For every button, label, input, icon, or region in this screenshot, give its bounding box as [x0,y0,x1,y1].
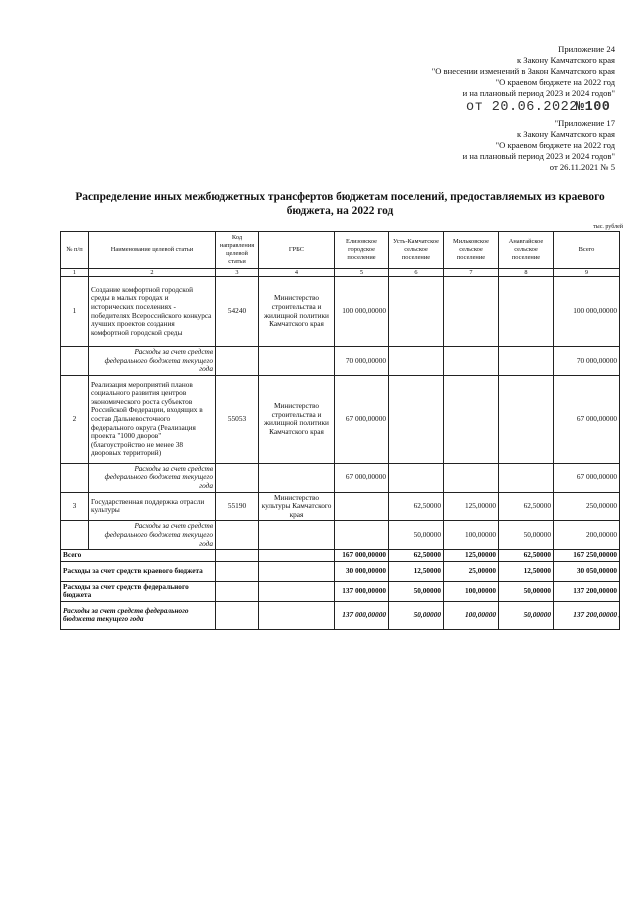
row-grbs: Министерство культуры Камчатского края [259,492,335,521]
stamp-date: от 20.06.2022 [466,100,578,115]
col-header: Усть-Камчатское сельское поселение [389,232,444,269]
cell-value [444,347,499,376]
cell-value [499,463,554,492]
cell-value: 50,00000 [389,521,444,550]
total-row [61,550,620,562]
col-header: Елизовское городское поселение [335,232,389,269]
cell-value: 100 000,00000 [335,277,389,347]
cell-value [499,277,554,347]
units-label: тыс. рублей [593,224,623,230]
row-name: Расходы за счет средств федерального бюджета текущего года [89,463,216,492]
total-value: 137 000,00000 [335,601,389,629]
col-number: 2 [89,269,216,277]
col-number: 5 [335,269,389,277]
col-number: 4 [259,269,335,277]
cell-value [389,347,444,376]
row-grbs [259,347,335,376]
total-value: 137 200,00000 [554,581,620,601]
cell-value: 100 000,00000 [554,277,620,347]
total-value: 30 000,00000 [335,561,389,581]
row-grbs [259,521,335,550]
cell-value [389,277,444,347]
header-line: от 26.11.2021 № 5 [549,162,615,172]
total-value: 12,50000 [389,561,444,581]
table-row [61,375,620,463]
total-value: 100,00000 [444,581,499,601]
row-grbs [259,463,335,492]
row-name: Расходы за счет средств федерального бюджета текущего года [89,521,216,550]
cell-value [499,347,554,376]
col-number: 1 [61,269,89,277]
cell-value [444,277,499,347]
closing-quote: " [617,616,620,622]
total-empty [216,581,259,601]
total-empty [259,550,335,562]
col-number: 8 [499,269,554,277]
row-code: 54240 [216,277,259,347]
cell-value [389,463,444,492]
table-row [61,492,620,521]
total-value: 62,50000 [389,550,444,562]
cell-value [499,375,554,463]
cell-value: 200,00000 [554,521,620,550]
cell-value [444,375,499,463]
total-name: Расходы за счет средств федерального бюджета текущего года [61,601,216,629]
total-value: 137 200,00000 [554,601,620,629]
header-line: и на плановый период 2023 и 2024 годов" [462,151,615,161]
col-header: ГРБС [259,232,335,269]
total-name: Всего [61,550,216,562]
header-line: Приложение 24 [558,44,615,54]
row-name: Создание комфортной городской среды в малых городах и исторических поселениях - победителях Всероссийского конкурса лучших проектов создания комфортной городской среды [89,277,216,347]
cell-value: 250,00000 [554,492,620,521]
table-row [61,463,620,492]
header-line: "О краевом бюджете на 2022 год [495,77,615,87]
row-name: Расходы за счет средств федерального бюджета текущего года [89,347,216,376]
total-empty [259,581,335,601]
cell-value: 50,00000 [499,521,554,550]
stamp-number: №100 [576,100,611,115]
document-title: Распределение иных межбюджетных трансфертов бюджетам поселений, предоставляемых из краевого бюджета, на 2022 год [75,191,605,217]
col-header: Наименование целевой статьи [89,232,216,269]
total-value: 137 000,00000 [335,581,389,601]
col-header: Мильковское сельское поселение [444,232,499,269]
table-row [61,277,620,347]
col-header: № п/п [61,232,89,269]
col-number: 3 [216,269,259,277]
cell-value [335,521,389,550]
row-grbs: Министерство строительства и жилищной политики Камчатского края [259,375,335,463]
row-number [61,463,89,492]
row-number: 1 [61,277,89,347]
total-empty [216,550,259,562]
cell-value: 67 000,00000 [554,463,620,492]
total-value: 50,00000 [389,581,444,601]
col-number: 6 [389,269,444,277]
total-value: 167 250,00000 [554,550,620,562]
row-name: Реализация мероприятий планов социального развития центров экономического роста субъектов Российской Федерации, входящих в состав Дальневосточного федерального округа (Реализация проекта "1000 дворов" (благоустройство не менее 38 дворовых территорий) [89,375,216,463]
col-header: Всего [554,232,620,269]
col-header: Код направления целевой статьи [216,232,259,269]
header-line: и на плановый период 2023 и 2024 годов" [462,88,615,98]
total-empty [216,601,259,629]
cell-value: 70 000,00000 [335,347,389,376]
row-number: 2 [61,375,89,463]
row-code [216,463,259,492]
row-code: 55190 [216,492,259,521]
col-number: 7 [444,269,499,277]
cell-value [335,492,389,521]
row-name: Государственная поддержка отрасли культуры [89,492,216,521]
cell-value: 67 000,00000 [554,375,620,463]
row-code [216,521,259,550]
total-name: Расходы за счет средств краевого бюджета [61,561,216,581]
total-value: 62,50000 [499,550,554,562]
row-code [216,347,259,376]
cell-value [389,375,444,463]
table-row [61,347,620,376]
total-empty [259,601,335,629]
total-value: 50,00000 [499,601,554,629]
total-value: 50,00000 [389,601,444,629]
total-row [61,581,620,601]
total-empty [216,561,259,581]
cell-value: 67 000,00000 [335,463,389,492]
row-grbs: Министерство строительства и жилищной политики Камчатского края [259,277,335,347]
row-code: 55053 [216,375,259,463]
cell-value: 67 000,00000 [335,375,389,463]
col-number: 9 [554,269,620,277]
date-stamp [466,100,611,115]
total-value: 30 050,00000 [554,561,620,581]
total-row [61,561,620,581]
appendix-header [432,44,615,99]
row-number [61,347,89,376]
total-value: 25,00000 [444,561,499,581]
total-row [61,601,620,629]
transfers-table [60,231,620,630]
row-number [61,521,89,550]
cell-value: 70 000,00000 [554,347,620,376]
cell-value: 62,50000 [389,492,444,521]
total-value: 12,50000 [499,561,554,581]
total-value: 100,00000 [444,601,499,629]
header-line: к Закону Камчатского края [516,129,615,139]
total-value: 125,00000 [444,550,499,562]
total-name: Расходы за счет средств федерального бюджета [61,581,216,601]
table-row [61,521,620,550]
previous-appendix-header [463,118,615,173]
column-number-row [61,269,620,277]
cell-value: 125,00000 [444,492,499,521]
cell-value: 100,00000 [444,521,499,550]
total-empty [259,561,335,581]
cell-value [444,463,499,492]
table-header-row [61,232,620,269]
total-value: 50,00000 [499,581,554,601]
header-line: "Приложение 17 [554,118,615,128]
cell-value: 62,50000 [499,492,554,521]
header-line: к Закону Камчатского края [516,55,615,65]
header-line: "О краевом бюджете на 2022 год [495,140,615,150]
col-header: Анавгайское сельское поселение [499,232,554,269]
total-value: 167 000,00000 [335,550,389,562]
row-number: 3 [61,492,89,521]
header-line: "О внесении изменений в Закон Камчатского края [431,66,615,76]
